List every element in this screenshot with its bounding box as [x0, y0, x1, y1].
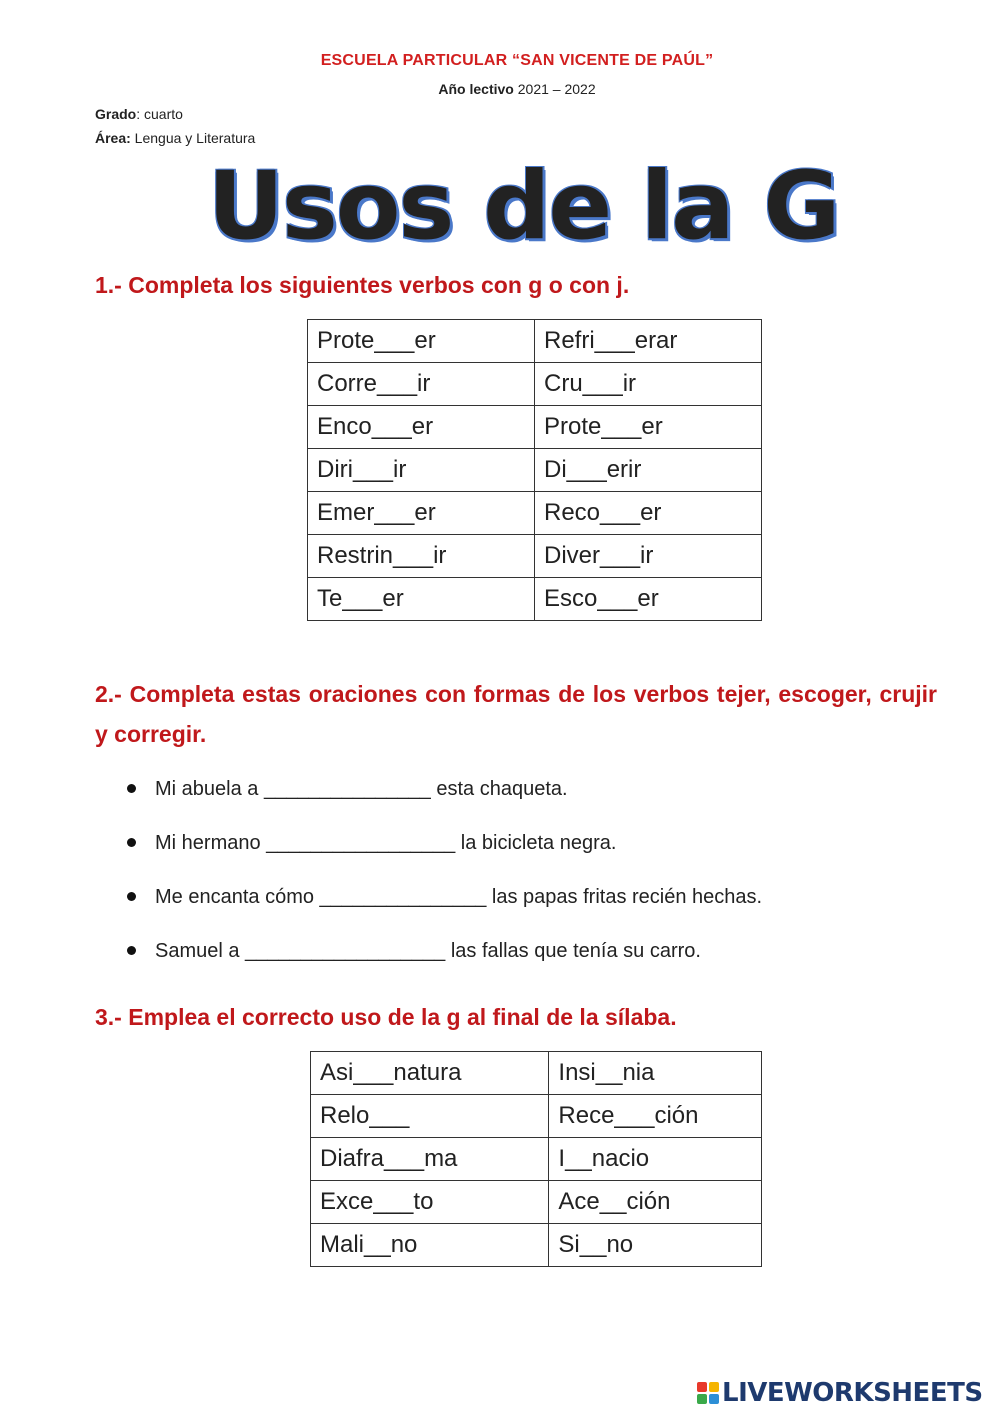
table-row: [311, 1095, 762, 1138]
table-cell[interactable]: Te___er: [308, 578, 535, 621]
page-title: Usos de la G: [207, 152, 839, 261]
bullet-icon: [127, 838, 136, 847]
table-cell[interactable]: Di___erir: [535, 449, 762, 492]
grade-value: : cuarto: [136, 106, 183, 122]
table-cell[interactable]: Refri___erar: [535, 320, 762, 363]
sentence-text[interactable]: Mi hermano _________________ la bicicleta negra.: [155, 832, 617, 854]
list-item: [125, 820, 762, 874]
table-cell[interactable]: Rece___ción: [549, 1095, 762, 1138]
grade-line: [95, 106, 183, 122]
grade-label: Grado: [95, 106, 137, 122]
table-cell[interactable]: Diver___ir: [535, 535, 762, 578]
table-cell[interactable]: Ace__ción: [549, 1181, 762, 1224]
sentence-text[interactable]: Me encanta cómo _______________ las papas fritas recién hechas.: [155, 886, 763, 908]
section-2-heading: 2.- Completa estas oraciones con formas de los verbos tejer, escoger, crujir y corregir.: [95, 681, 937, 747]
area-line: [95, 130, 255, 146]
list-item: [125, 874, 762, 928]
table-row: [311, 1224, 762, 1267]
school-year-value: 2021 – 2022: [517, 81, 596, 97]
logo-text: LIVEWORKSHEETS: [722, 1378, 983, 1408]
sentence-text[interactable]: Samuel a __________________ las fallas que tenía su carro.: [155, 940, 701, 962]
table-cell[interactable]: Asi___natura: [311, 1052, 549, 1095]
table-cell[interactable]: Emer___er: [308, 492, 535, 535]
section-1-heading: 1.- Completa los siguientes verbos con g o con j.: [95, 272, 630, 298]
table-row: [308, 449, 762, 492]
bullet-icon: [127, 946, 136, 955]
table-cell[interactable]: Enco___er: [308, 406, 535, 449]
table-row: [308, 492, 762, 535]
area-label: Área:: [95, 130, 131, 146]
section-3-heading: 3.- Emplea el correcto uso de la g al final de la sílaba.: [95, 1004, 677, 1030]
sentence-text[interactable]: Mi abuela a _______________ esta chaqueta.: [155, 778, 568, 800]
table-cell[interactable]: Corre___ir: [308, 363, 535, 406]
table-cell[interactable]: Diri___ir: [308, 449, 535, 492]
bullet-icon: [127, 892, 136, 901]
syllable-table: [310, 1051, 762, 1267]
table-cell[interactable]: Restrin___ir: [308, 535, 535, 578]
table-row: [311, 1052, 762, 1095]
table-row: [311, 1181, 762, 1224]
sentence-list: [125, 766, 762, 982]
logo-mark-icon: [697, 1382, 719, 1404]
area-value: Lengua y Literatura: [130, 130, 256, 146]
table-cell[interactable]: Reco___er: [535, 492, 762, 535]
table-cell[interactable]: Insi__nia: [549, 1052, 762, 1095]
table-row: [308, 363, 762, 406]
table-cell[interactable]: Prote___er: [308, 320, 535, 363]
table-row: [311, 1138, 762, 1181]
table-cell[interactable]: Exce___to: [311, 1181, 549, 1224]
table-row: [308, 535, 762, 578]
list-item: [125, 766, 762, 820]
table-cell[interactable]: I__nacio: [549, 1138, 762, 1181]
school-year-label: Año lectivo: [438, 81, 514, 97]
table-row: [308, 406, 762, 449]
table-cell[interactable]: Esco___er: [535, 578, 762, 621]
table-row: [308, 578, 762, 621]
liveworksheets-logo: [697, 1376, 983, 1410]
table-row: [308, 320, 762, 363]
verbs-table: [307, 319, 762, 621]
list-item: [125, 928, 762, 982]
bullet-icon: [127, 784, 136, 793]
table-cell[interactable]: Relo___: [311, 1095, 549, 1138]
table-cell[interactable]: Diafra___ma: [311, 1138, 549, 1181]
table-cell[interactable]: Prote___er: [535, 406, 762, 449]
table-cell[interactable]: Mali__no: [311, 1224, 549, 1267]
school-name: ESCUELA PARTICULAR “SAN VICENTE DE PAÚL”: [320, 52, 714, 69]
school-year: [0, 81, 1000, 97]
table-cell[interactable]: Cru___ir: [535, 363, 762, 406]
table-cell[interactable]: Si__no: [549, 1224, 762, 1267]
